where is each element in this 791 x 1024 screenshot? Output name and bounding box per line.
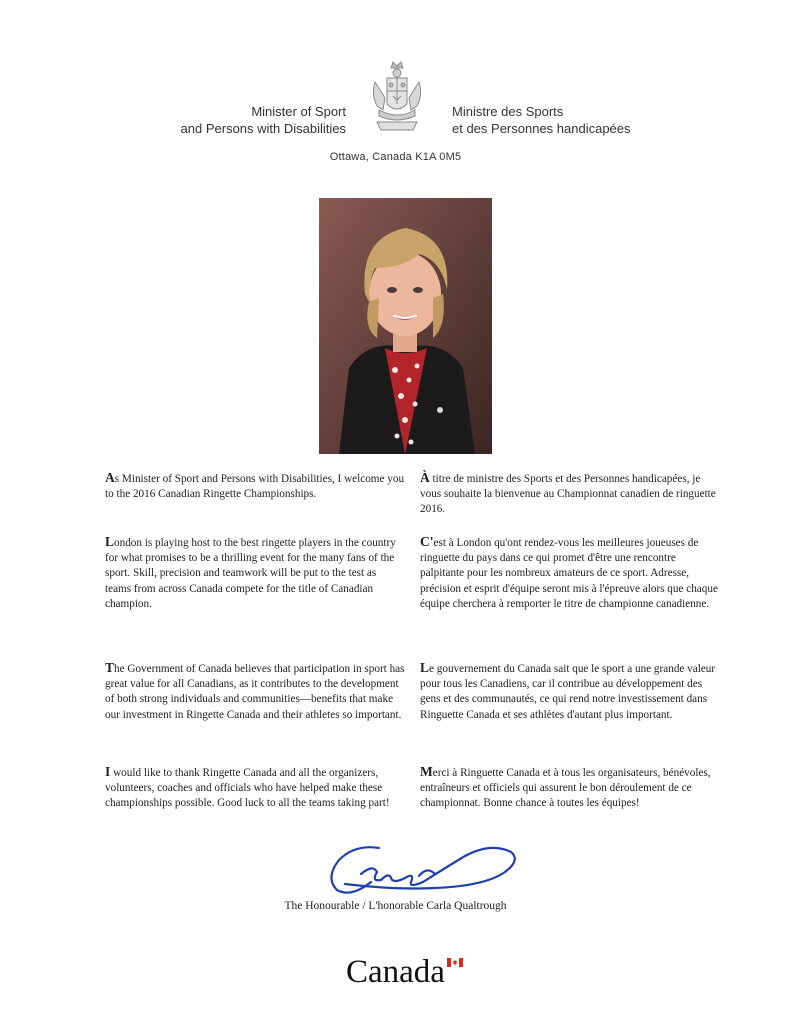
letter-fr-paragraph-1: À titre de ministre des Sports et des Personnes handicapées, je vous souhaite la bienvenue au Championnat canadien de ringuette 2016. — [420, 470, 716, 516]
letter-en-paragraph-2: London is playing host to the best ringette players in the country for what promises to be a thrilling event for the many fans of the sport. Skill, precision and teamwork will be put to the test as teams from across Canada compete for the title of Canadian champion. — [105, 534, 396, 610]
ministry-address: Ottawa, Canada K1A 0M5 — [329, 151, 462, 163]
letter-en-paragraph-3: The Government of Canada believes that participation in sport has great value for all Canadians, as it contributes to the development of both strong individuals and communities—benefits that make our investment in Ringette Canada and their athletes so important. — [105, 660, 405, 721]
handwritten-signature — [315, 838, 525, 902]
minister-portrait — [319, 198, 492, 454]
wordmark-text: Canada — [346, 954, 445, 990]
letter-fr-paragraph-2: C'est à London qu'ont rendez-vous les meilleures joueuses de ringuette du pays dans ce qui promet d'être une rencontre palpitante pour les nombreux amateurs de ce sport. Adresse, précision et esprit d'équipe seront mis à l'épreuve alors que chaque équipe cherchera à remporter le titre de championne canadienne. — [420, 534, 718, 610]
letter-fr-paragraph-4: Merci à Ringuette Canada et à tous les organisateurs, bénévoles, entraîneurs et officiels qui assurent le bon déroulement de ce championnat. Bonne chance à toutes les équipes! — [420, 764, 711, 810]
letterhead-en-line2: and Persons with Disabilities — [180, 121, 346, 136]
letterhead-fr-line1: Ministre des Sports — [452, 104, 564, 119]
signatory-name: The Honourable / L'honorable Carla Qualtrough — [284, 900, 507, 912]
letterhead-french — [452, 103, 692, 137]
letter-en-paragraph-4: I would like to thank Ringette Canada and all the organizers, volunteers, coaches and officials who have helped make these championships possible. Good luck to all the teams taking part! — [105, 764, 390, 810]
letterhead-english — [150, 103, 346, 137]
letter-en-paragraph-1: As Minister of Sport and Persons with Disabilities, I welcome you to the 2016 Canadian Ringette Championships. — [105, 470, 405, 501]
government-wordmark — [346, 952, 466, 992]
letterhead-en-line1: Minister of Sport — [251, 104, 346, 119]
letterhead-fr-line2: et des Personnes handicapées — [452, 121, 631, 136]
coat-of-arms-icon — [365, 58, 429, 140]
portrait-illustration — [319, 198, 492, 454]
canada-flag-icon — [447, 958, 463, 967]
letter-fr-paragraph-3: Le gouvernement du Canada sait que le sport a une grande valeur pour tous les Canadiens, car il contribue au développement des gens et des communautés, ce qui rend notre investissement dans Ringuette Canada et ses athlètes d'autant plus important. — [420, 660, 716, 721]
